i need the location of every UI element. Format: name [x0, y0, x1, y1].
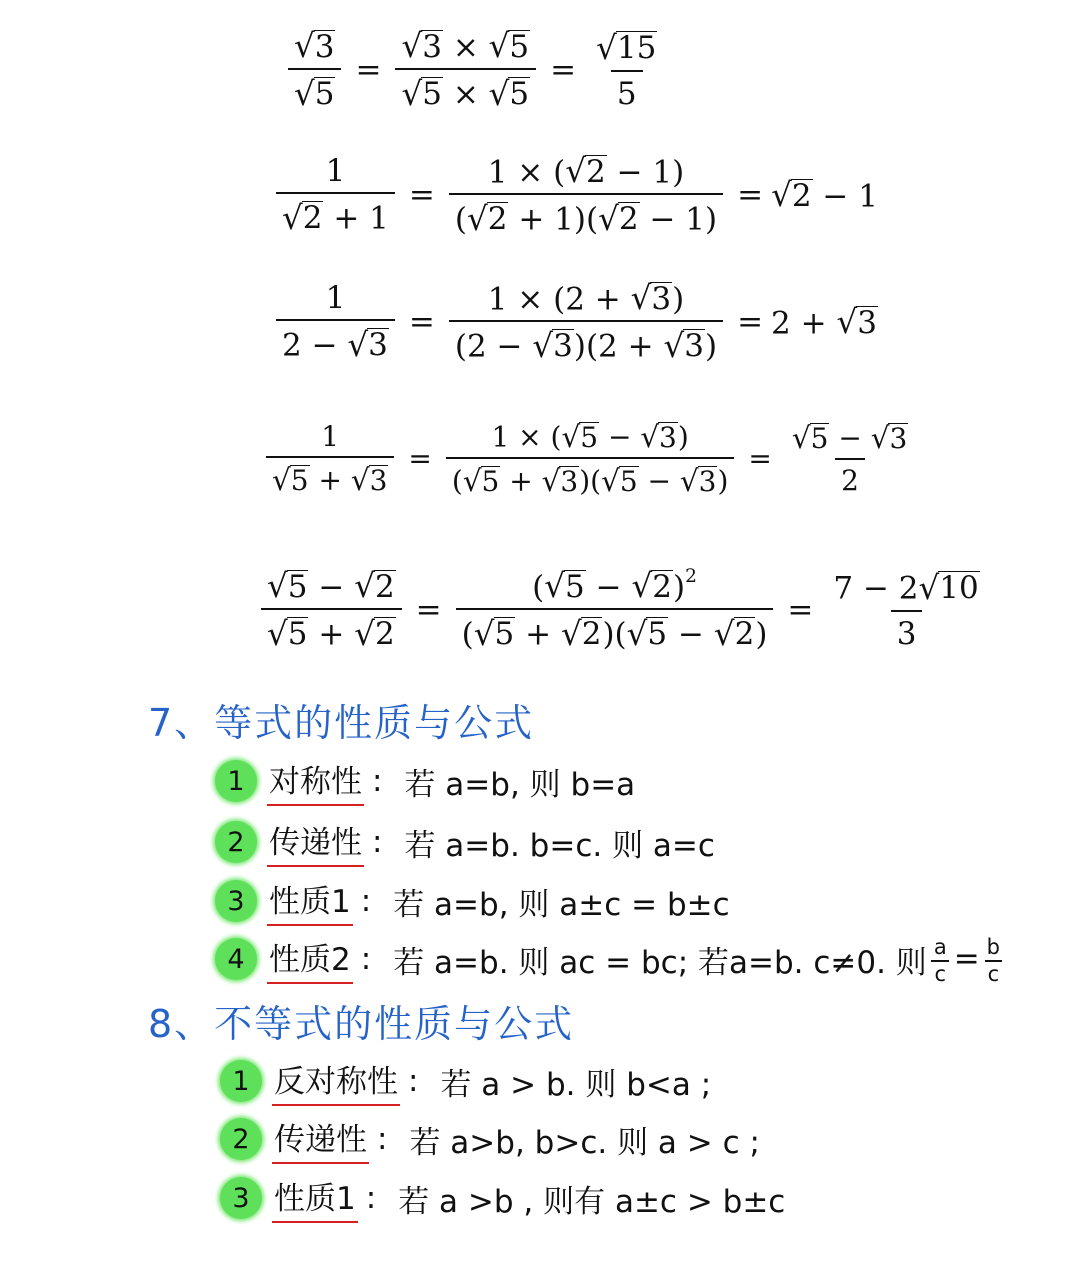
s7-item-4: 4 性质2 : 若 a=b. 则 ac = bc; 若a=b. c≠0. 则 $\frac{a}{c}$ = $\frac{b}{c}$ [215, 934, 1007, 984]
formula-2: 1 √ 2 + 1 = 1 × ( √ 2 − 1) ( √ 2 + 1)( √ 2 − 1) = √ 2 − 1 [270, 155, 878, 236]
property-text: 若 a > b. 则 b<a ; [440, 1066, 712, 1103]
number-badge: 4 [215, 938, 257, 980]
fraction: 1 × (2 + √ 3 ) (2 − √ 3 )(2 + √ 3 ) [449, 282, 723, 363]
fraction: ( √ 5 − √ 2 )$^2$ ( √ 5 + √ 2 )( √ 5 − √ 2 ) [456, 570, 774, 651]
s7-item-2: 2 传递性 : 若 a=b. b=c. 则 a=c [215, 817, 715, 867]
fraction: $\frac{a}{c}$ [931, 937, 950, 985]
number-badge: 2 [220, 1118, 262, 1160]
s8-item-2: 2 传递性 : 若 a>b, b>c. 则 a > c ; [220, 1114, 760, 1164]
formula-5: √ 5 − √ 2 √ 5 + √ 2 = ( √ 5 − √ 2 )$^2$ ( √ 5 + √ 2 )( √ 5 − √ 2 ) = 7 − 2 √ 10 3 [255, 570, 992, 651]
property-text: 若 a=b. 则 ac = bc; 若a=b. c≠0. 则 [393, 944, 927, 981]
property-text: 若 a=b, 则 b=a [404, 766, 636, 803]
s7-item-1: 1 对称性 : 若 a=b, 则 b=a [215, 756, 635, 806]
property-text: 若 a=b. b=c. 则 a=c [404, 827, 715, 864]
number-badge: 3 [215, 880, 257, 922]
fraction: 7 − 2 √ 10 3 [833, 568, 979, 652]
fraction: √ 15 5 [596, 28, 657, 112]
section-8-title: 8、不等式的性质与公式 [148, 1002, 575, 1046]
fraction: 1 2 − √ 3 [276, 283, 395, 361]
fraction: 1 × ( √ 2 − 1) ( √ 2 + 1)( √ 2 − 1) [449, 155, 723, 236]
property-text: 若 a>b, b>c. 则 a > c ; [409, 1124, 760, 1161]
property-name: 性质1 [272, 1173, 358, 1223]
property-name: 性质2 [267, 934, 353, 984]
fraction: √ 3 √ 5 [288, 30, 341, 111]
s8-item-3: 3 性质1 : 若 a >b , 则有 a±c > b±c [220, 1173, 785, 1223]
number-badge: 2 [215, 821, 257, 863]
property-name: 对称性 [267, 756, 364, 806]
fraction: 1 × ( √ 5 − √ 3 ) ( √ 5 + √ 3 )( √ 5 − √ 3 ) [446, 422, 735, 496]
fraction: √ 3 × √ 5 √ 5 × √ 5 [395, 30, 536, 111]
property-name: 传递性 [267, 817, 364, 867]
fraction: √ 5 − √ 2 √ 5 + √ 2 [261, 570, 402, 651]
property-text: 若 a >b , 则有 a±c > b±c [398, 1183, 786, 1220]
number-badge: 3 [220, 1177, 262, 1219]
s8-item-1: 1 反对称性 : 若 a > b. 则 b<a ; [220, 1056, 711, 1106]
formula-3: 1 2 − √ 3 = 1 × (2 + √ 3 ) (2 − √ 3 )(2 + √ 3 ) = 2 + √ 3 [270, 282, 878, 363]
fraction: 1 √ 5 + √ 3 [266, 423, 394, 495]
property-name: 性质1 [267, 876, 353, 926]
fraction: $\frac{b}{c}$ [984, 937, 1003, 985]
fraction: 1 √ 2 + 1 [276, 156, 395, 234]
property-name: 传递性 [272, 1114, 369, 1164]
property-name: 反对称性 [272, 1056, 400, 1106]
number-badge: 1 [220, 1060, 262, 1102]
property-text: 若 a=b, 则 a±c = b±c [393, 886, 730, 923]
section-7-title: 7、等式的性质与公式 [148, 701, 535, 745]
s7-item-3: 3 性质1 : 若 a=b, 则 a±c = b±c [215, 876, 730, 926]
fraction: √ 5 − √ 3 2 [791, 420, 908, 497]
number-badge: 1 [215, 760, 257, 802]
formula-1: √ 3 √ 5 = √ 3 × √ 5 √ 5 × √ 5 = √ 15 5 [282, 30, 669, 111]
formula-4: 1 √ 5 + √ 3 = 1 × ( √ 5 − √ 3 ) ( √ 5 + √ 3 )( √ 5 − √ 3 ) = √ 5 − √ 3 2 [260, 422, 920, 496]
